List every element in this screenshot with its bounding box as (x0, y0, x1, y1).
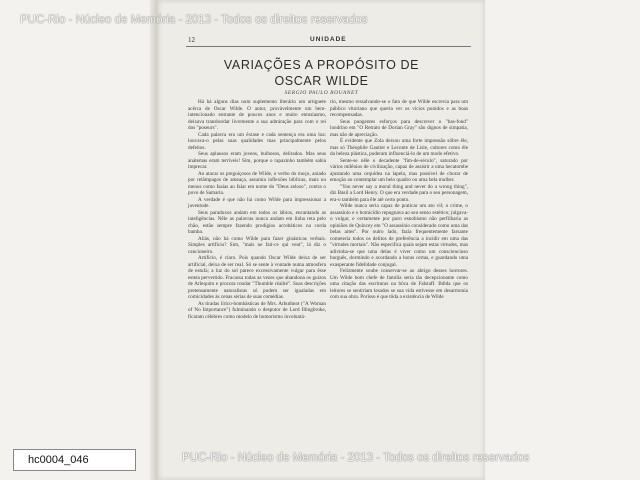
paragraph: rio, mesmo ressalvando-se o fato de que Wilde escrevia para um público vitoriano que queria ver os vícios punidos e as boas recompensadas. (330, 99, 468, 118)
paragraph: Felizmente soube conservar-se ao abrigo desses horrores. Um Wilde bom chefe de família seria tão decepcionante como uma citação das escrituras na bôca de Falstaff. Bdlda que os leitores se sentiriam lesados se sua vida estivesse em desarmonia com sua obra. Porisso é que tôda a existência de Wilde (330, 268, 468, 300)
paragraph: Artifício, é claro. Pois quando Oscar Wilde deixa de ser artificial, deixa de ser real. Só se sente à vontade numa atmosfera de estufa; a luz do sol parece excessivamente vulgar para êsse esteta pervertido. Fracassa todas as vezes que abandona os guizos de Arlequim e procura rondar "Thumble réalité". Suas descrições pretensamente naturalistas só podem ser igualadas em comicidades às cenas sérias de suas comédias. (188, 255, 326, 300)
paragraph: A verdade é que não há como Wilde para impressionar a juventude. (188, 196, 326, 209)
left-column (188, 99, 326, 320)
paragraph: Sente-se nêle o decadente "fim-de-século", saturado por vários milênios de civilização, capaz de assistir a uma hecatombe ajustando uma orquídea na lapela, mas possível de chorar de emoção ao contemplar um belo quadro ou uma bela mulher. (330, 157, 468, 183)
paragraph: Wilde nunca seria capaz de praticar um ato vil; o crime, o assassínio e o homicídio repugnava ao seu senso estético; julgava-o vulgar, e certamente por puro esnobismo não perfilharia as opiniões de Quincey em "O assassínio considerado como uma das belas artes". Por outro lado, fazia frequentemente farsante cometeria todos os delitos de preferência a incidir em uma das "virtudes mortais". Não especifica quais sejam estas virtudes, mas adivinha-se que uma delas é viver como um consciencioso burguês, dormindo e acordando a horas certas, e guardando uma exasperante fidelidade conjugal. (330, 203, 468, 268)
paragraph: Seus paradoxos andam em todos os lábios, encantando as inteligências. Nêle as palavras nunca andam em linha reta pelo chão, estão sempre fazendo prodígios acrobáticos na corda bamba. (188, 209, 326, 235)
section-header: UNIDADE (310, 36, 347, 43)
paragraph: Seus aplausos eram jovens, bulhosos, delirados. Mas seus anátemas eram terríveis! Sim, porque o rapazinho também sabia imprecar. (188, 151, 326, 170)
article-title-line-1: VARIAÇÕES A PROPÓSITO DE (223, 58, 420, 72)
magazine-page (157, 0, 485, 480)
header-rule (186, 46, 471, 47)
copyright-watermark-bottom: PUC-Rio - Núcleo de Memória - 2013 - Todos os direitos reservados (182, 452, 530, 464)
paragraph: "You never say a moral thing and never do a wrong thing", diz Basil a Lord Henry. O que era verdade para o seu personagem, era-o também para êle até certo ponto. (330, 183, 468, 203)
right-column (330, 99, 468, 301)
article-author: SERGIO PAULO ROUANET (284, 90, 359, 96)
article-title (158, 57, 485, 89)
page-number: 12 (188, 36, 195, 44)
paragraph: Aliás, não há como Wilde para fazer ginásticas verbais. Simples artifício? Sim, "mais ne fait-ce qui veut", lá diz o cancioneiro. (188, 235, 326, 255)
paragraph: As tiradas lírico-bombásticas de Mrs. Arbuthnot ("A Woman of No Importance") fulminando o desputor de Lord Illingbroke, ficaram célebres como modelo de humorismo involuntá- (188, 300, 326, 320)
paragraph: Seus pungentes esforços para descrever o "bas-fond" londrino em "O Retrato de Dorian Gray" são dignos de simpatia, mas não de apreciação. (330, 118, 468, 138)
image-id-label: hc0004_046 (13, 449, 136, 471)
paragraph: Ao atacar os preguiçosos de Wilde, o verbo do moço, aniado por relâmpagos de ameaça, assumia inflexões bíblicas, mais ou menos como Isaías ao falar em nome do "Deus zeloso", contra o povo de Samaria. (188, 170, 326, 196)
paragraph: É evidente que Zola deixou uma forte impressão sôbre êle, mas só Théophile Gautier e Leconte de Lisle, cultores como êle da beleza plástica, puderam influenciá-lo de um modo efetivo. (330, 138, 468, 157)
paragraph: Há há alguns dias num suplemento literário um artiguete acêrca de Oscar Wilde. O autor, provàvelmente um bem-intencionado entrante de poucos anos e muito entusiasmo, deixava transbordar livremente a sua admiração para com o rei dos "poseurs". (188, 99, 326, 131)
article-title-line-2: OSCAR WILDE (274, 74, 369, 88)
paragraph: Cada palavra era um êxtase e cada sentença era uma loa: louvava-o pelas suas qualidades mas principalmente pelos defeitos. (188, 131, 326, 151)
copyright-watermark-top: PUC-Rio - Núcleo de Memória - 2013 - Todos os direitos reservados (20, 14, 368, 26)
